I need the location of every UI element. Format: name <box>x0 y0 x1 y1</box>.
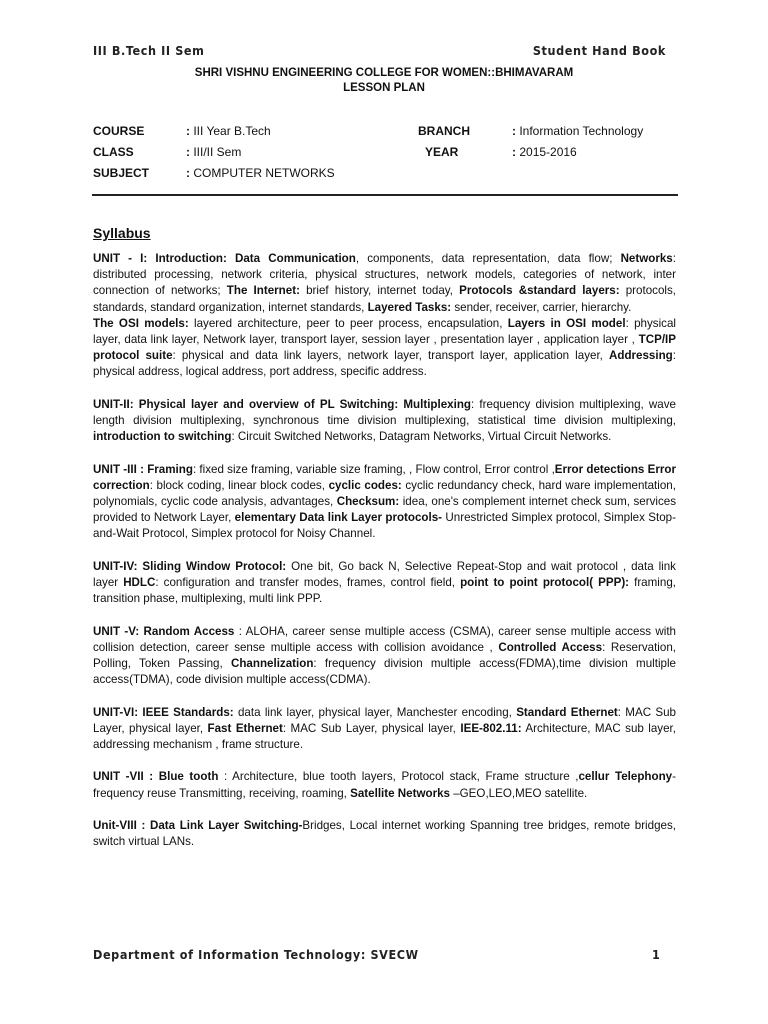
unit-7-paragraph: UNIT -VII : Blue tooth : Architecture, blue tooth layers, Protocol stack, Frame structure ,cellur Telephony-frequency reuse Transmitting, receiving, roaming, Satellite Networks –GEO,LEO,MEO satellite. <box>93 770 676 800</box>
lesson-plan-title: LESSON PLAN <box>343 82 425 94</box>
syllabus-body <box>93 251 676 867</box>
branch-value: : Information Technology <box>512 124 644 138</box>
year-value: : 2015-2016 <box>512 145 577 159</box>
unit-8-paragraph: Unit-VIII : Data Link Layer Switching-Bridges, Local internet working Spanning tree bridges, remote bridges, switch virtual LANs. <box>93 819 676 849</box>
class-label: CLASS <box>93 145 134 159</box>
unit-5-paragraph: UNIT -V: Random Access : ALOHA, career sense multiple access (CSMA), career sense multiple access with collision detection, career sense multiple access with collision avoidance , Controlled Access: Reservation, Polling, Token Passing, Channelization: frequency division multiple access(FDMA),time division multiple access(TDMA), code division multiple access(CDMA). <box>93 624 676 687</box>
unit-6-paragraph: UNIT-VI: IEEE Standards: data link layer, physical layer, Manchester encoding, Standard Ethernet: MAC Sub Layer, physical layer, Fast Ethernet: MAC Sub Layer, physical layer, IEE-802.11: Architecture, MAC sub layer, addressing mechanism , frame structure. <box>93 705 676 752</box>
header-divider <box>92 194 678 196</box>
class-value: : III/II Sem <box>186 145 242 159</box>
unit-2-paragraph: UNIT-II: Physical layer and overview of PL Switching: Multiplexing: frequency division multiplexing, wave length division multiplexing, synchronous time division multiplexing, statistical time division multiplexing, introduction to switching: Circuit Switched Networks, Datagram Networks, Virtual Circuit Networks. <box>93 397 676 444</box>
unit-4-paragraph: UNIT-IV: Sliding Window Protocol: One bit, Go back N, Selective Repeat-Stop and wait protocol , data link layer HDLC: configuration and transfer modes, frames, control field, point to point protocol( PPP): framing, transition phase, multiplexing, multi link PPP. <box>93 559 676 606</box>
running-header-left: III B.Tech II Sem <box>93 43 205 58</box>
subject-value: : COMPUTER NETWORKS <box>186 166 335 180</box>
running-header-right: Student Hand Book <box>532 43 666 58</box>
college-title: SHRI VISHNU ENGINEERING COLLEGE FOR WOMEN::BHIMAVARAM <box>194 67 574 79</box>
unit-1-paragraph: UNIT - I: Introduction: Data Communication, components, data representation, data flow; Networks: distributed processing, network criteria, physical structures, network models, categories of network, inter connection of networks; The Internet: brief history, internet today, Protocols &standard layers: protocols, standards, standard organization, internet standards, Layered Tasks: sender, receiver, carrier, hierarchy. The OSI models: layered architecture, peer to peer process, encapsulation, Layers in OSI model: physical layer, data link layer, Network layer, transport layer, session layer , presentation layer , application layer , TCP/IP protocol suite: physical and data link layers, network layer, transport layer, application layer, Addressing: physical address, logical address, port address, specific address. <box>93 252 676 379</box>
subject-label: SUBJECT <box>93 166 150 180</box>
year-label: YEAR <box>425 145 459 159</box>
syllabus-heading: Syllabus <box>93 225 151 241</box>
course-label: COURSE <box>93 124 145 138</box>
course-value: : III Year B.Tech <box>186 124 271 138</box>
branch-label: BRANCH <box>418 124 470 138</box>
unit-3-paragraph: UNIT -III : Framing: fixed size framing, variable size framing, , Flow control, Error control ,Error detections Error correction: block coding, linear block codes, cyclic codes: cyclic redundancy check, hard ware implementation, polynomials, cyclic code analysis, advantages, Checksum: idea, one's complement internet check sum, services provided to Network Layer, elementary Data link Layer protocols- Unrestricted Simplex protocol, Simplex Stop-and-Wait Protocol, Simplex protocol for Noisy Channel. <box>93 462 676 541</box>
page-number: 1 <box>652 947 661 962</box>
running-footer-left: Department of Information Technology: SVECW <box>93 947 419 962</box>
